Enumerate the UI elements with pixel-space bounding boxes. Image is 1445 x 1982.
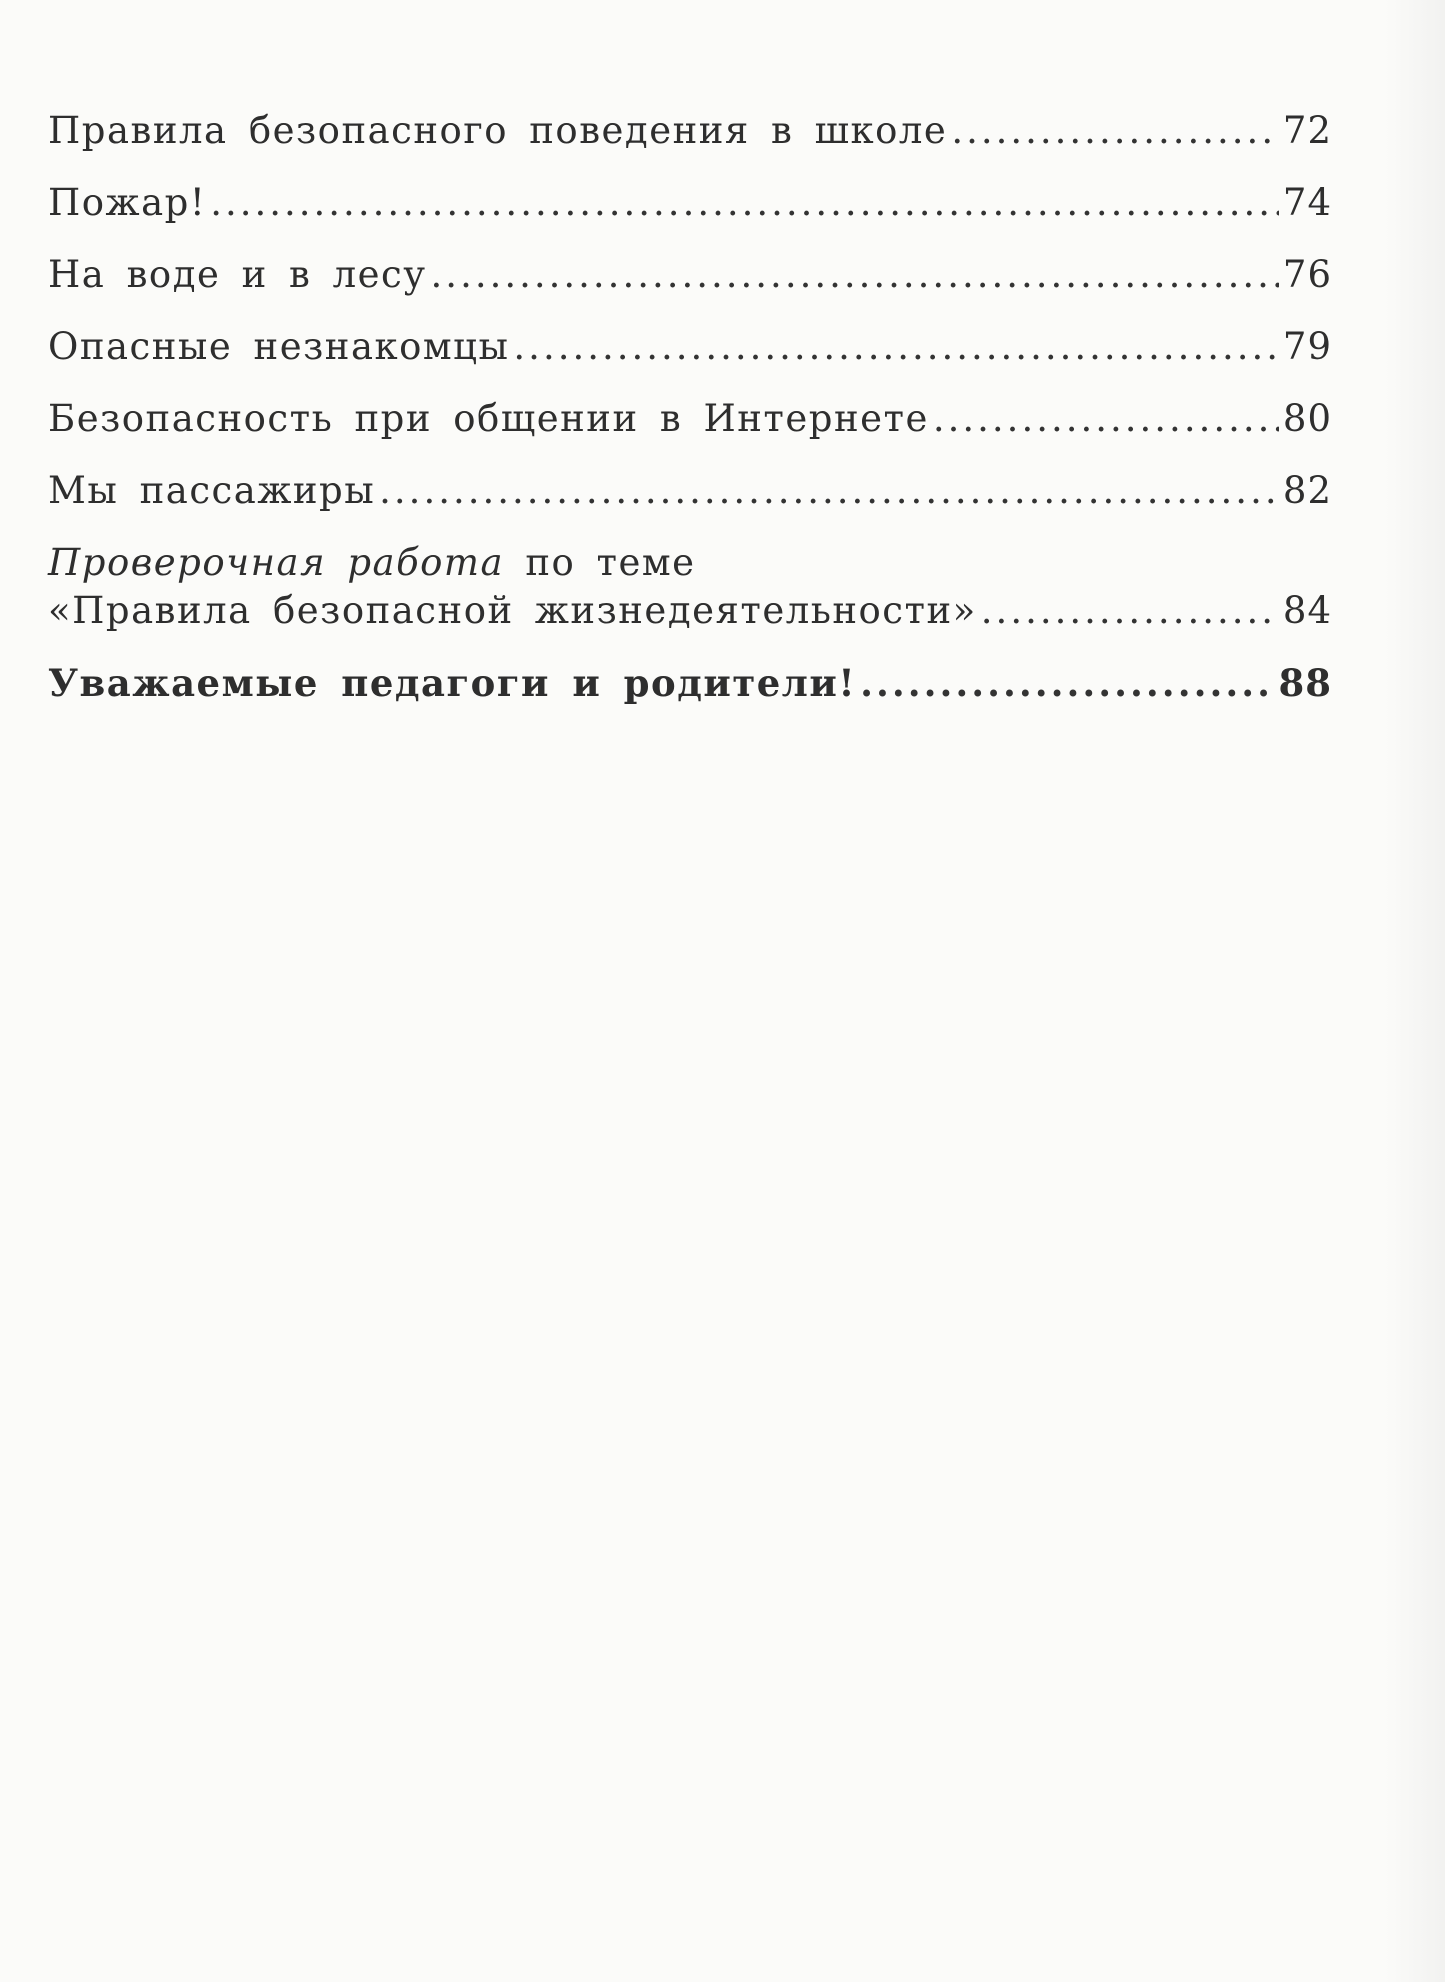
dot-leader (951, 108, 1279, 154)
toc-entry-page: 80 (1282, 397, 1332, 440)
toc-entry-page: 74 (1282, 181, 1332, 224)
dot-leader (210, 180, 1279, 226)
toc-final-title: Уважаемые педагоги и родители! (48, 661, 857, 705)
dot-leader (860, 660, 1274, 706)
toc-entry[interactable] (48, 252, 1332, 298)
toc-test-italic: Проверочная работа (48, 541, 505, 584)
toc-entry-title: На воде и в лесу (48, 253, 427, 296)
toc-entry-page: 79 (1282, 325, 1332, 368)
toc-entry-page: 82 (1282, 469, 1332, 512)
toc-test-page: 84 (1282, 589, 1332, 632)
toc-entry-title: Безопасность при общении в Интернете (48, 397, 929, 440)
toc-entry[interactable] (48, 324, 1332, 370)
toc-entry[interactable] (48, 180, 1332, 226)
dot-leader (933, 396, 1279, 442)
toc-test-first-line (48, 540, 1332, 586)
toc-entry-title: Правила безопасного поведения в школе (48, 109, 948, 152)
toc-entry-title: Опасные незнакомцы (48, 325, 510, 368)
toc-test-rest: по теме (504, 541, 696, 584)
toc-entry-test[interactable] (48, 540, 1332, 634)
table-of-contents (48, 108, 1332, 732)
toc-entry-title: Мы пассажиры (48, 469, 376, 512)
toc-entry-page: 76 (1282, 253, 1332, 296)
toc-final-page: 88 (1278, 661, 1332, 705)
toc-entry-final[interactable] (48, 660, 1332, 706)
dot-leader (981, 588, 1279, 634)
toc-entry[interactable] (48, 396, 1332, 442)
toc-test-title: «Правила безопасной жизнедеятельности» (48, 589, 977, 632)
dot-leader (379, 468, 1279, 514)
toc-entry-page: 72 (1282, 109, 1332, 152)
page-edge-shadow (1385, 0, 1445, 1982)
toc-entry[interactable] (48, 108, 1332, 154)
dot-leader (431, 252, 1279, 298)
toc-entry[interactable] (48, 468, 1332, 514)
dot-leader (513, 324, 1278, 370)
toc-entry-title: Пожар! (48, 181, 207, 224)
